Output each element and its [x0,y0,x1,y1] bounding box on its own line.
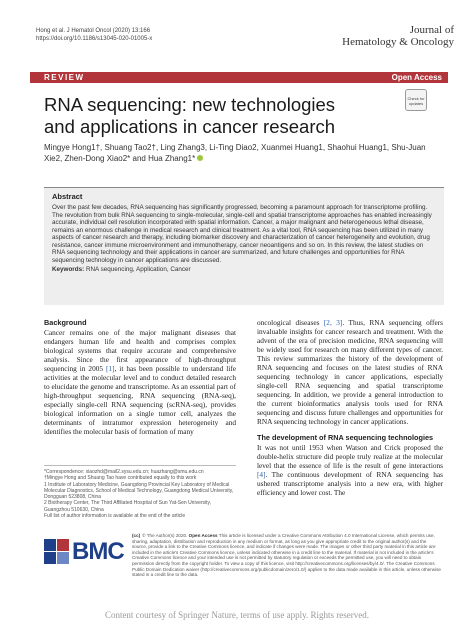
development-text-b: . The continuous development of RNA sequencing has ushered transcriptome analysis into a new era, with higher efficiency and lower cost. The [257,470,443,497]
bmc-logo-square [57,552,69,564]
abstract-heading: Abstract [52,192,83,201]
check-for-updates-label: Check for updates [407,96,425,106]
creative-commons-icon: (cc) [132,533,141,538]
courtesy-footer: Content courtesy of Springer Nature, terms of use apply. Rights reserved. [104,610,370,620]
background-text-a: Cancer remains one of the major malignant diseases that endangers human life and health and comprises complex biological systems that require accurate and comprehensive analysis. Since the first appearance of high-throughput sequencing in 2005 [44,328,236,373]
development-text [257,443,443,497]
bmc-logo-text: BMC [72,538,124,565]
reference-link[interactable]: [2, 3] [323,318,343,327]
intro-continued-text [257,318,443,426]
journal-name [342,24,454,48]
bmc-logo-square [44,539,56,551]
affiliation-2: 2 Biotherapy Center, The Third Affiliated Hospital of Sun Yat-Sen University, Guangzhou 510630, China [44,500,212,513]
author-list [44,142,442,164]
license-text [132,533,442,578]
check-for-updates-badge[interactable] [405,89,427,111]
title-line-1: RNA sequencing: new technologies [44,94,336,115]
abstract-text: Over the past few decades, RNA sequencing has significantly progressed, becoming a paramount approach for transcriptome profiling. The revolution from bulk RNA sequencing to single-molecular, single-cell and spatial transcriptome approaches has enabled increasingly accurate, individual cell resolution incorporated with spatial information. Cancer, a major malignant and heterogeneous lethal disease, remains an enormous challenge in medical research and clinical treatment. As a vital tool, RNA sequencing has been utilized in many aspects of cancer research and therapy, including biomarker discovery and characterization of cancer heterogeneity and evolution, drug resistance, cancer immune microenvironment and immunotherapy, cancer neoantigens and so on. In this review, the latest studies on RNA sequencing technology and their applications in cancer are summarized, and future challenges and opportunities for RNA sequencing technology in cancer applications are discussed. [52,204,432,264]
citation-header [36,27,152,43]
keywords-text: RNA sequencing, Application, Cancer [85,266,191,273]
reference-link[interactable]: [4] [257,470,266,479]
affiliation-1: 1 Institute of Laboratory Medicine, Guangdong Provincial Key Laboratory of Medical Molecular Diagnostics, School of Medical Technology, Guangdong Medical University, Dongguan 523808, China [44,481,234,501]
license-body: This article is licensed under a Creative Commons Attribution 4.0 International License, which permits use, sharing, adaptation, distribution and reproduction in any medium or format, as long as you give appropriate credit to the original author(s) and the source, provide a link to the Creative Commons licence, and indicate if changes were made. The images or other third party material in this article are included in the article's Creative Commons licence, unless indicated otherwise in a credit line to the material. If material is not included in the article's Creative Commons licence and your intended use is not permitted by statutory regulation or exceeds the permitted use, you will need to obtain permission directly from the copyright holder. To view a copy of this licence, visit http://creativecommons.org/licenses/by/4.0/. The Creative Commons Public Domain Dedication waiver (http://creativecommons.org/publicdomain/zero/1.0/) applies to the data made available in this article, unless otherwise stated in a credit line to the data. [132,533,441,578]
left-column [44,318,236,436]
doi-link[interactable]: https://doi.org/10.1186/s13045-020-01005-x [36,36,153,42]
bmc-logo [44,536,122,568]
bmc-logo-square [44,552,56,564]
background-text-b: , it has been possible to understand life activities at the molecular level and to conduct detailed research to elucidate the genome and transcriptome. As an essential part of high-throughput sequencing, RNA sequencing (RNA-seq), especially single-cell RNA sequencing (scRNA-seq), provides biological information on a single tumor cell, analyzes the determinants of intratumor expression heterogeneity and identifies the molecular basis of formation of many [44,364,236,436]
intro-text-a: oncological diseases [257,318,324,327]
citation-line: Hong et al. J Hematol Oncol (2020) 13:166 [36,28,151,34]
orcid-icon[interactable] [197,155,203,161]
reference-link[interactable]: [1] [106,364,115,373]
keywords-label: Keywords: [52,266,85,273]
journal-line-1: Journal of [409,24,454,36]
license-lead: © The Author(s) 2020. [142,533,188,538]
background-heading: Background [44,318,87,327]
article-type-bar [30,72,448,83]
equal-contribution-note: †Mingye Hong and Shuang Tao have contributed equally to this work [44,475,197,482]
open-access-label: Open Access [391,73,442,82]
abstract-box [44,187,444,305]
keywords [52,266,436,274]
author-names: Mingye Hong1†, Shuang Tao2†, Ling Zhang3, Li-Ting Diao2, Xuanmei Huang1, Shaohui Huang1, Shu-Juan Xie2, Zhen-Dong Xiao2* and Hua Zhang1* [44,143,426,163]
intro-text-b: . Thus, RNA sequencing offers invaluable insights for cancer research and treatment. With the advent of the era of precision medicine, RNA sequencing will be widely used for research on many different types of cancer. This review summarizes the history of the development of RNA sequencing and focuses on the latest studies of RNA sequencing technology in cancer applications, especially single-cell RNA sequencing and spatial transcriptome sequencing. In addition, we provide a general introduction to the current bioinformatics analysis tools used for RNA sequencing and discuss future challenges and opportunities for RNA sequencing technology in cancer applications. [257,318,443,426]
license-open-access: Open Access [188,533,218,538]
development-heading: The development of RNA sequencing technologies [257,433,434,442]
author-info-note: Full list of author information is available at the end of the article [44,513,186,520]
correspondence-note: *Correspondence: xiaozhd@mail2.sysu.edu.cn; huazhang@smu.edu.cn [44,469,204,475]
right-column [257,318,443,497]
development-text-a: It was not until 1953 when Watson and Crick proposed the double-helix structure did people truly realize at the molecular level that the essence of life is the result of gene interactions [257,443,443,470]
title-line-2: and applications in cancer research [44,116,336,137]
background-text [44,328,236,436]
article-title [44,94,404,138]
bmc-logo-square [57,539,69,551]
article-type-label: REVIEW [44,73,85,82]
footnotes [44,465,236,519]
journal-line-2: Hematology & Oncology [342,36,454,48]
